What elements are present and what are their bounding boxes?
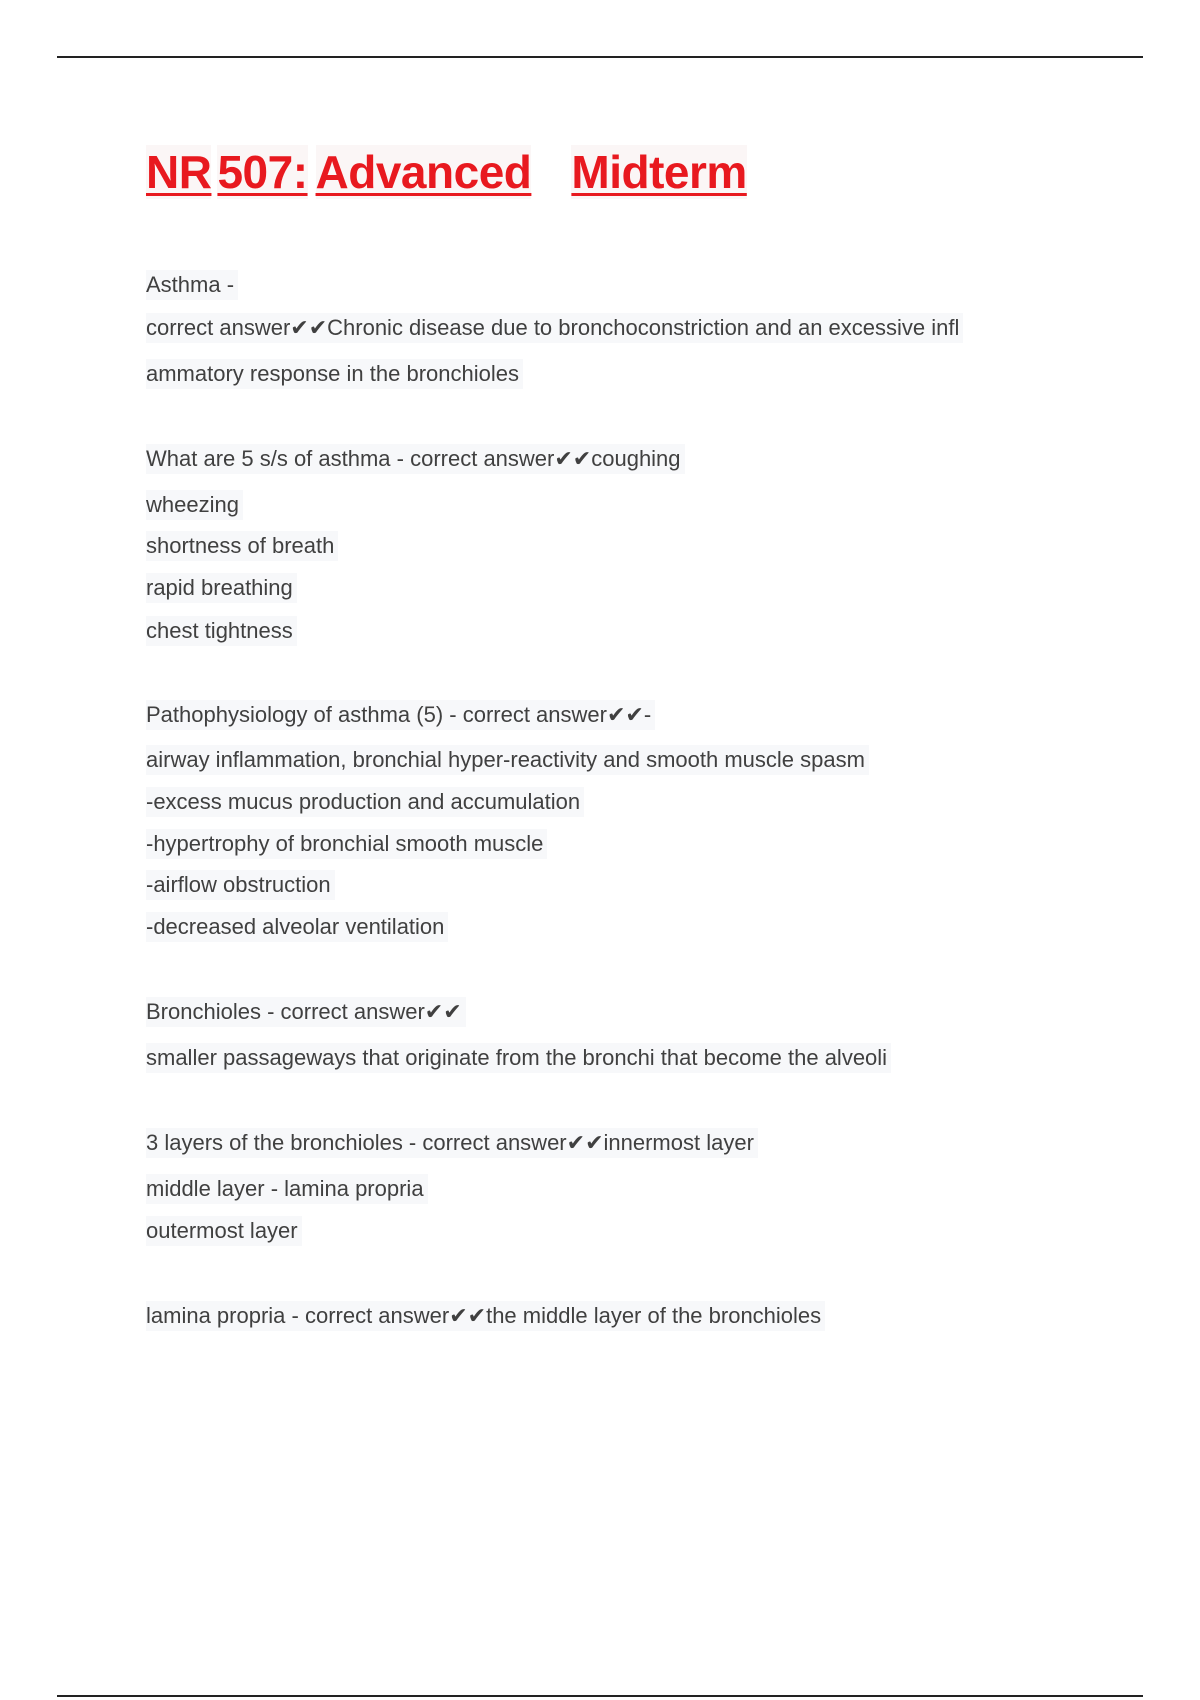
answer-bronchioles: smaller passageways that originate from the bronchi that become the alveoli [146, 1043, 891, 1073]
question-bronchioles: Bronchioles - correct answer✔✔ [146, 997, 466, 1027]
question-asthma: Asthma - [146, 270, 238, 300]
question-lamina-propria: lamina propria - correct answer✔✔the middle layer of the bronchioles [146, 1301, 825, 1331]
answer-asthma-line1: correct answer✔✔Chronic disease due to bronchoconstriction and an excessive infl [146, 313, 963, 343]
answer-patho-airflow: -airflow obstruction [146, 870, 335, 900]
question-bronchiole-layers: 3 layers of the bronchioles - correct answer✔✔innermost layer [146, 1128, 758, 1158]
answer-patho-ventilation: -decreased alveolar ventilation [146, 912, 448, 942]
title-word-midterm: Midterm [571, 146, 747, 198]
question-pathophysiology: Pathophysiology of asthma (5) - correct answer✔✔- [146, 700, 655, 730]
answer-asthma-line2: ammatory response in the bronchioles [146, 359, 523, 389]
title-word-advanced: Advanced [315, 146, 532, 198]
answer-layer-middle: middle layer - lamina propria [146, 1174, 428, 1204]
answer-patho-mucus: -excess mucus production and accumulation [146, 787, 584, 817]
answer-sign-wheezing: wheezing [146, 490, 243, 520]
answer-sign-rapid-breathing: rapid breathing [146, 573, 297, 603]
bottom-rule [57, 1695, 1143, 1697]
title-word-course: NR [146, 146, 212, 198]
document-title [146, 145, 747, 199]
answer-sign-chest-tightness: chest tightness [146, 616, 297, 646]
answer-patho-hypertrophy: -hypertrophy of bronchial smooth muscle [146, 829, 547, 859]
answer-patho-inflammation: airway inflammation, bronchial hyper-reactivity and smooth muscle spasm [146, 745, 869, 775]
top-rule [57, 56, 1143, 58]
question-asthma-signs: What are 5 s/s of asthma - correct answer✔✔coughing [146, 444, 685, 474]
answer-layer-outermost: outermost layer [146, 1216, 302, 1246]
answer-sign-shortness-of-breath: shortness of breath [146, 531, 338, 561]
title-word-number: 507: [217, 146, 308, 198]
